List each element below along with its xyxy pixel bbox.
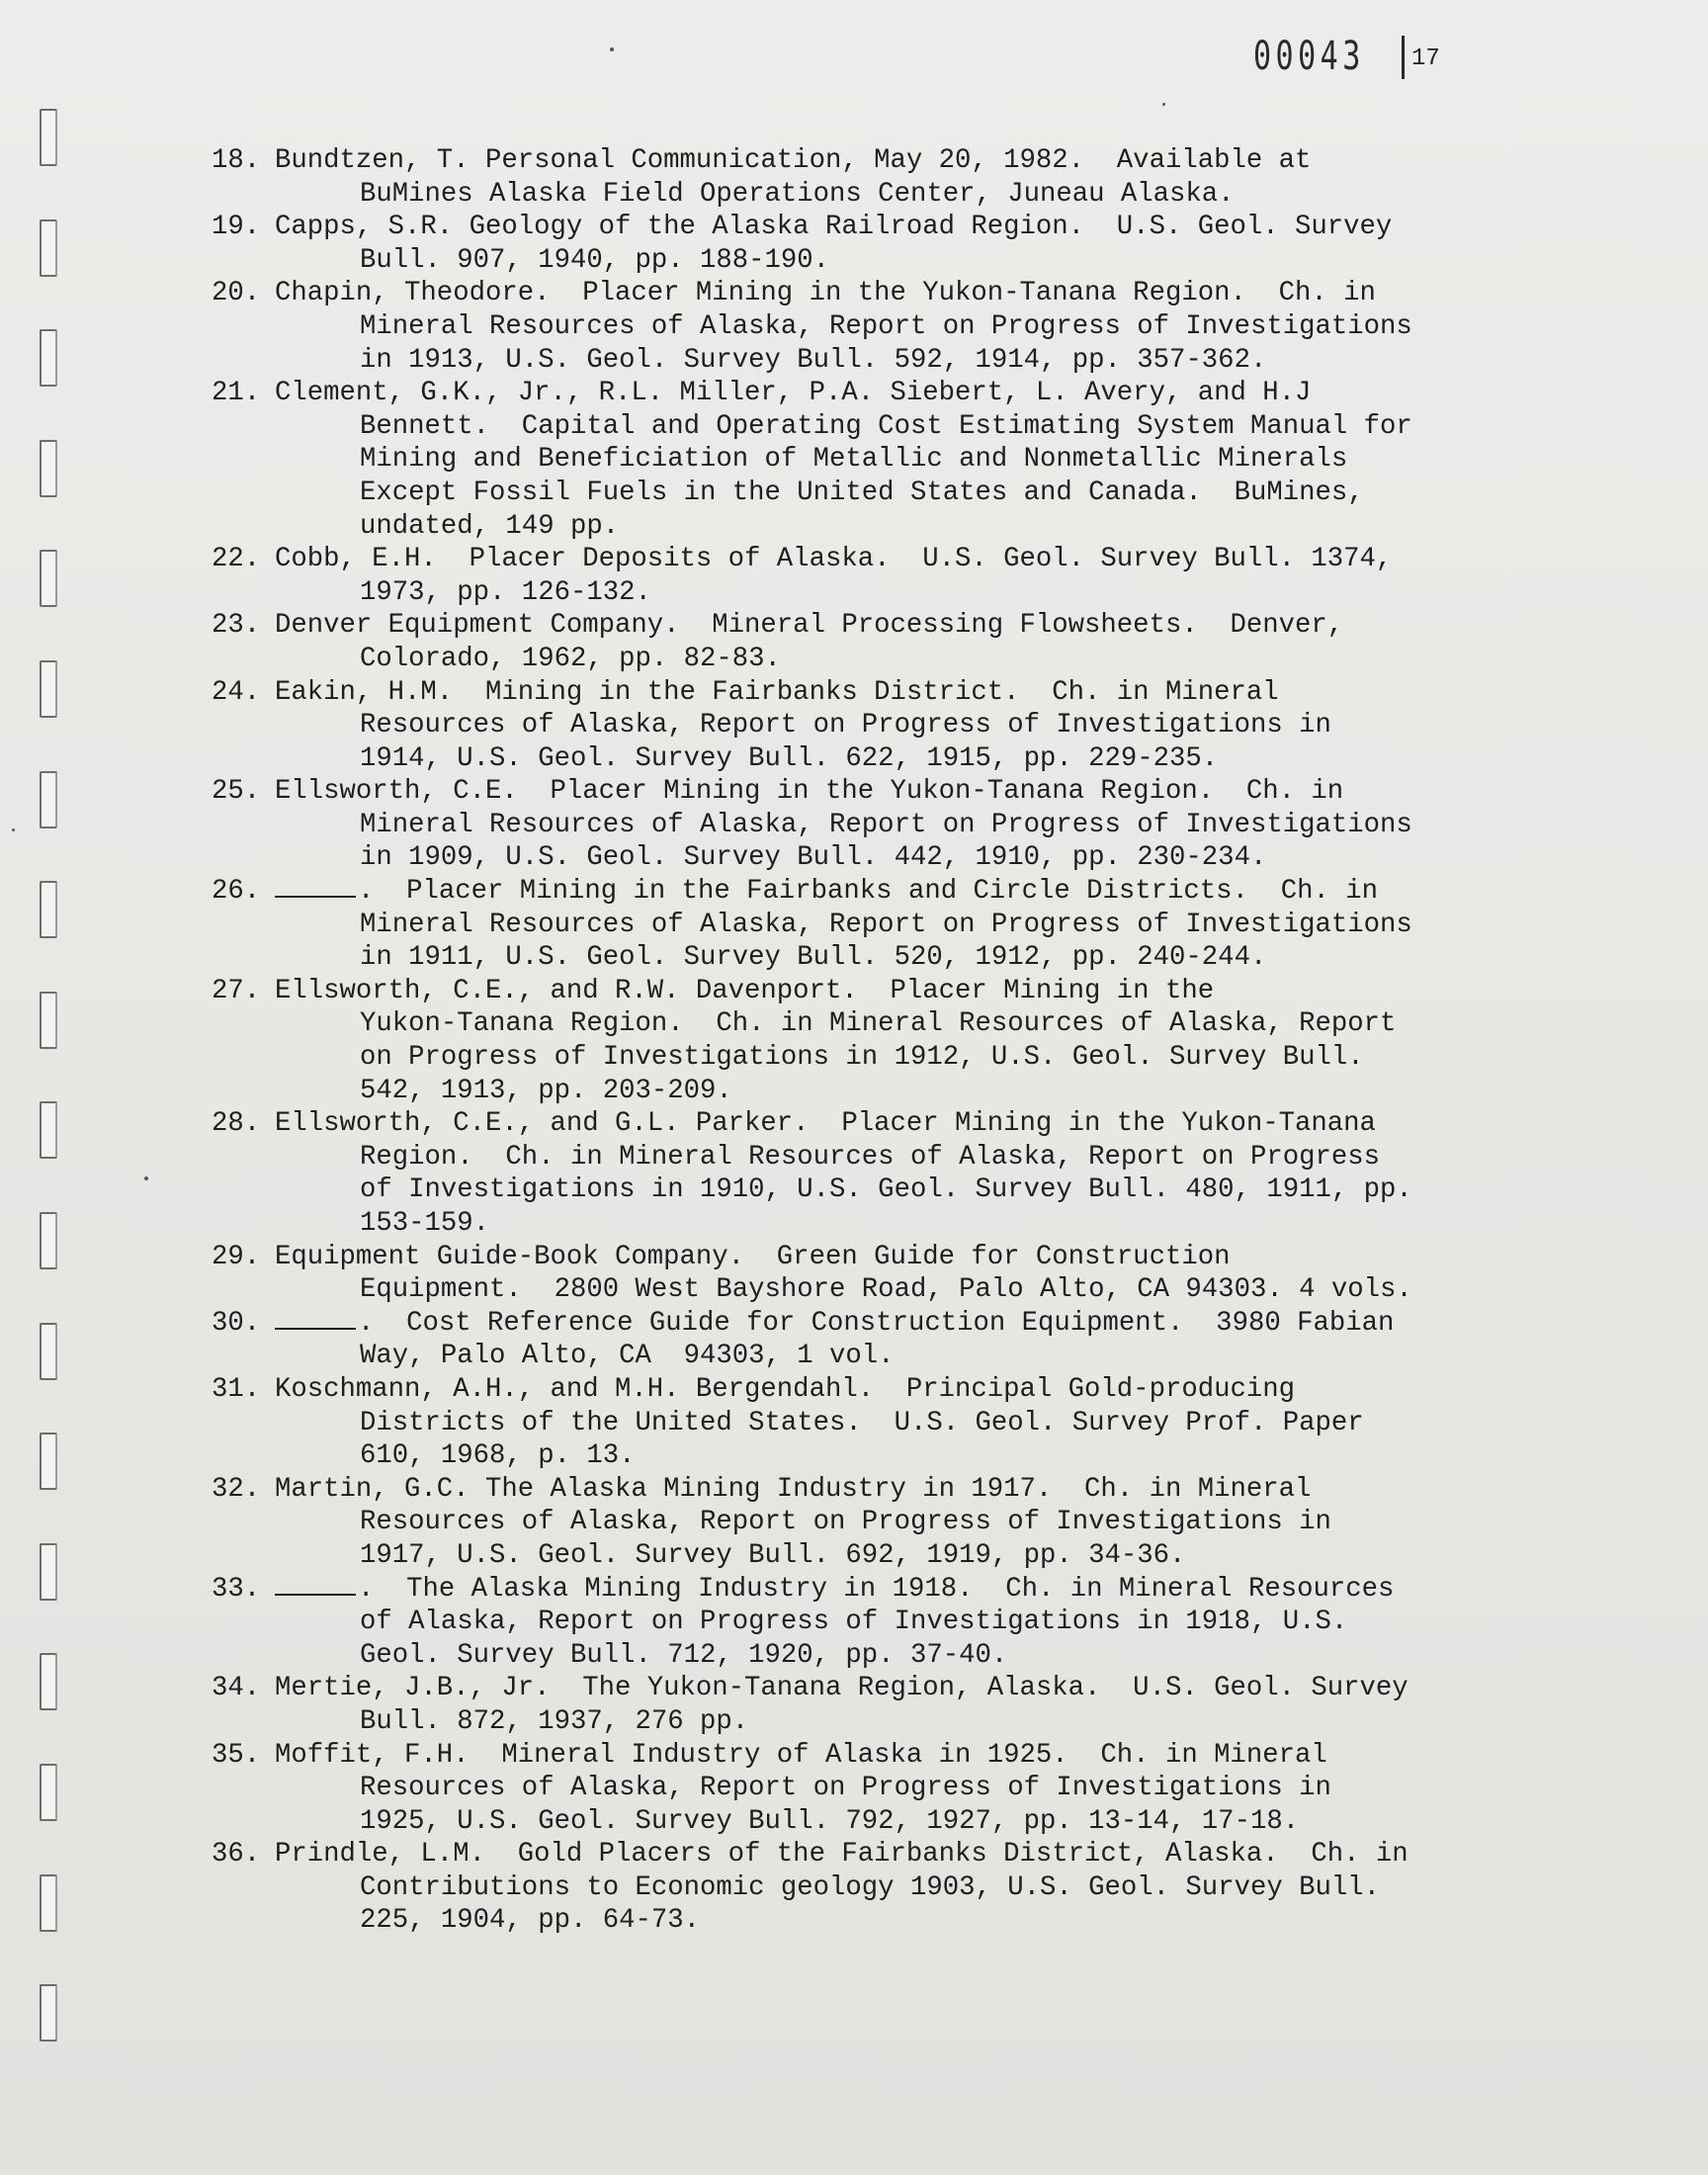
reference-line (212, 1772, 1496, 1805)
reference-number: 22. (212, 544, 261, 575)
reference-item (212, 1241, 1496, 1307)
binder-hole (40, 1653, 57, 1710)
page-number: 17 (1411, 45, 1440, 72)
reference-text: 610, 1968, p. 13. (360, 1440, 636, 1472)
reference-item (212, 377, 1496, 543)
reference-line (212, 709, 1496, 742)
scan-speck (1162, 103, 1165, 106)
reference-text: Mineral Resources of Alaska, Report on Progress of Investigations (360, 909, 1412, 940)
reference-line (212, 1838, 1496, 1871)
binder-holes (40, 0, 79, 2175)
scan-speck (610, 47, 614, 51)
reference-text: Prindle, L.M. Gold Placers of the Fairbanks District, Alaska. Ch. in (275, 1839, 1409, 1870)
reference-number: 23. (212, 610, 261, 642)
reference-line (212, 1373, 1496, 1407)
reference-text: Region. Ch. in Mineral Resources of Alaska, Report on Progress (360, 1141, 1380, 1173)
reference-line (212, 1606, 1496, 1639)
reference-item (212, 609, 1496, 675)
binder-hole (40, 440, 57, 497)
reference-line (212, 1207, 1496, 1241)
reference-line (212, 1174, 1496, 1207)
reference-line (212, 1506, 1496, 1539)
binder-hole (40, 1101, 57, 1159)
reference-line (212, 443, 1496, 477)
reference-line (212, 841, 1496, 875)
reference-text: Resources of Alaska, Report on Progress of Investigations in (360, 1773, 1331, 1804)
reference-line (212, 909, 1496, 942)
binder-hole (40, 109, 57, 166)
reference-text: Contributions to Economic geology 1903, U.S. Geol. Survey Bull. (360, 1871, 1380, 1903)
binder-hole (40, 329, 57, 387)
reference-line (212, 809, 1496, 842)
reference-text: in 1911, U.S. Geol. Survey Bull. 520, 1912, pp. 240-244. (360, 942, 1267, 974)
reference-line (212, 1805, 1496, 1839)
binder-hole (40, 1212, 57, 1269)
reference-line (212, 975, 1496, 1008)
reference-line (212, 1739, 1496, 1773)
reference-item (212, 676, 1496, 776)
reference-text: Chapin, Theodore. Placer Mining in the Yukon-Tanana Region. Ch. in (275, 278, 1376, 309)
reference-text: Moffit, F.H. Mineral Industry of Alaska in 1925. Ch. in Mineral (275, 1739, 1327, 1771)
reference-number: 18. (212, 145, 261, 176)
reference-item (212, 1107, 1496, 1240)
reference-number: 34. (212, 1673, 261, 1704)
reference-line (212, 676, 1496, 710)
reference-item (212, 144, 1496, 211)
reference-line (212, 1672, 1496, 1705)
reference-item (212, 211, 1496, 277)
reference-item (212, 875, 1496, 975)
reference-text: 542, 1913, pp. 203-209. (360, 1075, 732, 1106)
reference-line (212, 277, 1496, 310)
reference-line (212, 1041, 1496, 1075)
reference-line (212, 211, 1496, 244)
reference-item (212, 1307, 1496, 1373)
reference-text: . The Alaska Mining Industry in 1918. Ch. in Mineral Resources (358, 1573, 1395, 1605)
reference-line (212, 1439, 1496, 1473)
reference-text: Ellsworth, C.E., and R.W. Davenport. Placer Mining in the (275, 975, 1215, 1006)
binder-hole (40, 992, 57, 1049)
reference-text: Bundtzen, T. Personal Communication, May 20, 1982. Available at (275, 145, 1312, 176)
reference-number: 33. (212, 1573, 261, 1605)
reference-number: 29. (212, 1241, 261, 1272)
reference-item (212, 1838, 1496, 1938)
reference-text: Resources of Alaska, Report on Progress of Investigations in (360, 1507, 1331, 1538)
reference-text: Ellsworth, C.E. Placer Mining in the Yukon-Tanana Region. Ch. in (275, 776, 1344, 808)
reference-line (212, 1573, 1496, 1607)
reference-text: Cobb, E.H. Placer Deposits of Alaska. U.S. Geol. Survey Bull. 1374, (275, 544, 1393, 575)
reference-line (212, 1141, 1496, 1174)
reference-item (212, 1373, 1496, 1473)
reference-line (212, 609, 1496, 643)
reference-line (212, 1273, 1496, 1307)
reference-line (212, 875, 1496, 909)
ditto-rule (275, 1594, 356, 1596)
reference-line (212, 1241, 1496, 1274)
reference-text: . Placer Mining in the Fairbanks and Circle Districts. Ch. in (358, 876, 1378, 908)
reference-text: undated, 149 pp. (360, 510, 620, 542)
reference-text: 1914, U.S. Geol. Survey Bull. 622, 1915, pp. 229-235. (360, 742, 1219, 774)
binder-hole (40, 881, 57, 938)
reference-item (212, 543, 1496, 609)
reference-number: 36. (212, 1839, 261, 1870)
reference-line (212, 1007, 1496, 1041)
reference-text: Mineral Resources of Alaska, Report on Progress of Investigations (360, 809, 1412, 840)
reference-line (212, 1639, 1496, 1673)
reference-item (212, 277, 1496, 377)
reference-line (212, 1075, 1496, 1108)
reference-line (212, 1871, 1496, 1905)
ditto-rule (275, 1328, 356, 1330)
reference-text: of Alaska, Report on Progress of Investigations in 1918, U.S. (360, 1607, 1348, 1638)
reference-text: 225, 1904, pp. 64-73. (360, 1905, 700, 1937)
reference-text: 1917, U.S. Geol. Survey Bull. 692, 1919, pp. 34-36. (360, 1539, 1186, 1571)
binder-hole (40, 771, 57, 828)
reference-number: 24. (212, 676, 261, 708)
reference-text: in 1913, U.S. Geol. Survey Bull. 592, 1914, pp. 357-362. (360, 344, 1267, 376)
reference-text: Bull. 907, 1940, pp. 188-190. (360, 244, 830, 276)
reference-text: Equipment Guide-Book Company. Green Guide for Construction (275, 1241, 1231, 1272)
reference-text: Koschmann, A.H., and M.H. Bergendahl. Principal Gold-producing (275, 1373, 1295, 1405)
reference-line (212, 310, 1496, 344)
reference-line (212, 1473, 1496, 1507)
reference-text: Way, Palo Alto, CA 94303, 1 vol. (360, 1341, 895, 1372)
reference-line (212, 576, 1496, 610)
binder-hole (40, 1543, 57, 1601)
reference-item (212, 1739, 1496, 1839)
reference-number: 31. (212, 1373, 261, 1405)
reference-number: 30. (212, 1307, 261, 1339)
reference-list (212, 144, 1496, 1938)
scan-speck (144, 1176, 148, 1180)
reference-line (212, 1904, 1496, 1938)
reference-number: 27. (212, 975, 261, 1006)
reference-line (212, 543, 1496, 576)
binder-hole (40, 1874, 57, 1932)
reference-text: 153-159. (360, 1208, 490, 1239)
binder-hole (40, 1433, 57, 1490)
ditto-rule (275, 896, 356, 898)
reference-number: 20. (212, 278, 261, 309)
reference-text: Eakin, H.M. Mining in the Fairbanks District. Ch. in Mineral (275, 676, 1279, 708)
reference-line (212, 941, 1496, 975)
reference-line (212, 344, 1496, 378)
reference-line (212, 775, 1496, 809)
reference-line (212, 1307, 1496, 1341)
reference-text: Districts of the United States. U.S. Geol. Survey Prof. Paper (360, 1407, 1364, 1438)
reference-item (212, 1573, 1496, 1673)
reference-item (212, 975, 1496, 1107)
binder-hole (40, 219, 57, 277)
reference-number: 35. (212, 1739, 261, 1771)
reference-line (212, 178, 1496, 212)
reference-line (212, 1107, 1496, 1141)
reference-line (212, 1340, 1496, 1373)
reference-text: of Investigations in 1910, U.S. Geol. Survey Bull. 480, 1911, pp. (360, 1174, 1412, 1206)
reference-line (212, 742, 1496, 776)
reference-text: . Cost Reference Guide for Construction Equipment. 3980 Fabian (358, 1307, 1395, 1339)
reference-line (212, 377, 1496, 410)
reference-text: Geol. Survey Bull. 712, 1920, pp. 37-40. (360, 1639, 1008, 1671)
reference-text: on Progress of Investigations in 1912, U.S. Geol. Survey Bull. (360, 1042, 1364, 1074)
reference-number: 26. (212, 876, 261, 908)
reference-line (212, 1407, 1496, 1440)
reference-line (212, 1705, 1496, 1739)
reference-item (212, 1473, 1496, 1573)
binder-hole (40, 1984, 57, 2042)
stamp-divider (1402, 36, 1405, 79)
reference-text: Colorado, 1962, pp. 82-83. (360, 643, 781, 674)
reference-text: Mineral Resources of Alaska, Report on Progress of Investigations (360, 310, 1412, 342)
reference-line (212, 410, 1496, 444)
reference-text: 1973, pp. 126-132. (360, 576, 651, 608)
reference-line (212, 1539, 1496, 1573)
reference-text: Equipment. 2800 West Bayshore Road, Palo Alto, CA 94303. 4 vols. (360, 1274, 1412, 1306)
reference-line (212, 244, 1496, 278)
reference-text: Clement, G.K., Jr., R.L. Miller, P.A. Siebert, L. Avery, and H.J (275, 378, 1312, 409)
reference-item (212, 1672, 1496, 1738)
reference-text: in 1909, U.S. Geol. Survey Bull. 442, 1910, pp. 230-234. (360, 842, 1267, 874)
reference-text: Except Fossil Fuels in the United States and Canada. BuMines, (360, 477, 1364, 508)
reference-text: Martin, G.C. The Alaska Mining Industry in 1917. Ch. in Mineral (275, 1473, 1312, 1505)
reference-text: BuMines Alaska Field Operations Center, Juneau Alaska. (360, 178, 1235, 210)
reference-text: Capps, S.R. Geology of the Alaska Railroad Region. U.S. Geol. Survey (275, 212, 1393, 243)
reference-number: 19. (212, 212, 261, 243)
reference-number: 25. (212, 776, 261, 808)
reference-item (212, 775, 1496, 875)
reference-text: Mining and Beneficiation of Metallic and Nonmetallic Minerals (360, 444, 1348, 476)
reference-line (212, 144, 1496, 178)
reference-number: 28. (212, 1108, 261, 1140)
document-stamp-number: 00043 (1253, 34, 1365, 79)
reference-text: 1925, U.S. Geol. Survey Bull. 792, 1927, pp. 13-14, 17-18. (360, 1805, 1300, 1837)
reference-number: 32. (212, 1473, 261, 1505)
reference-text: Bennett. Capital and Operating Cost Estimating System Manual for (360, 410, 1412, 442)
reference-line (212, 643, 1496, 676)
reference-line (212, 477, 1496, 510)
reference-text: Ellsworth, C.E., and G.L. Parker. Placer Mining in the Yukon-Tanana (275, 1108, 1376, 1140)
reference-text: Bull. 872, 1937, 276 pp. (360, 1705, 749, 1737)
binder-hole (40, 660, 57, 718)
scan-speck (12, 828, 15, 831)
reference-text: Yukon-Tanana Region. Ch. in Mineral Resources of Alaska, Report (360, 1008, 1397, 1040)
binder-hole (40, 1323, 57, 1380)
reference-text: Mertie, J.B., Jr. The Yukon-Tanana Region, Alaska. U.S. Geol. Survey (275, 1673, 1409, 1704)
reference-number: 21. (212, 378, 261, 409)
reference-text: Resources of Alaska, Report on Progress of Investigations in (360, 710, 1331, 741)
binder-hole (40, 1764, 57, 1821)
reference-line (212, 510, 1496, 544)
reference-text: Denver Equipment Company. Mineral Processing Flowsheets. Denver, (275, 610, 1344, 642)
binder-hole (40, 550, 57, 607)
